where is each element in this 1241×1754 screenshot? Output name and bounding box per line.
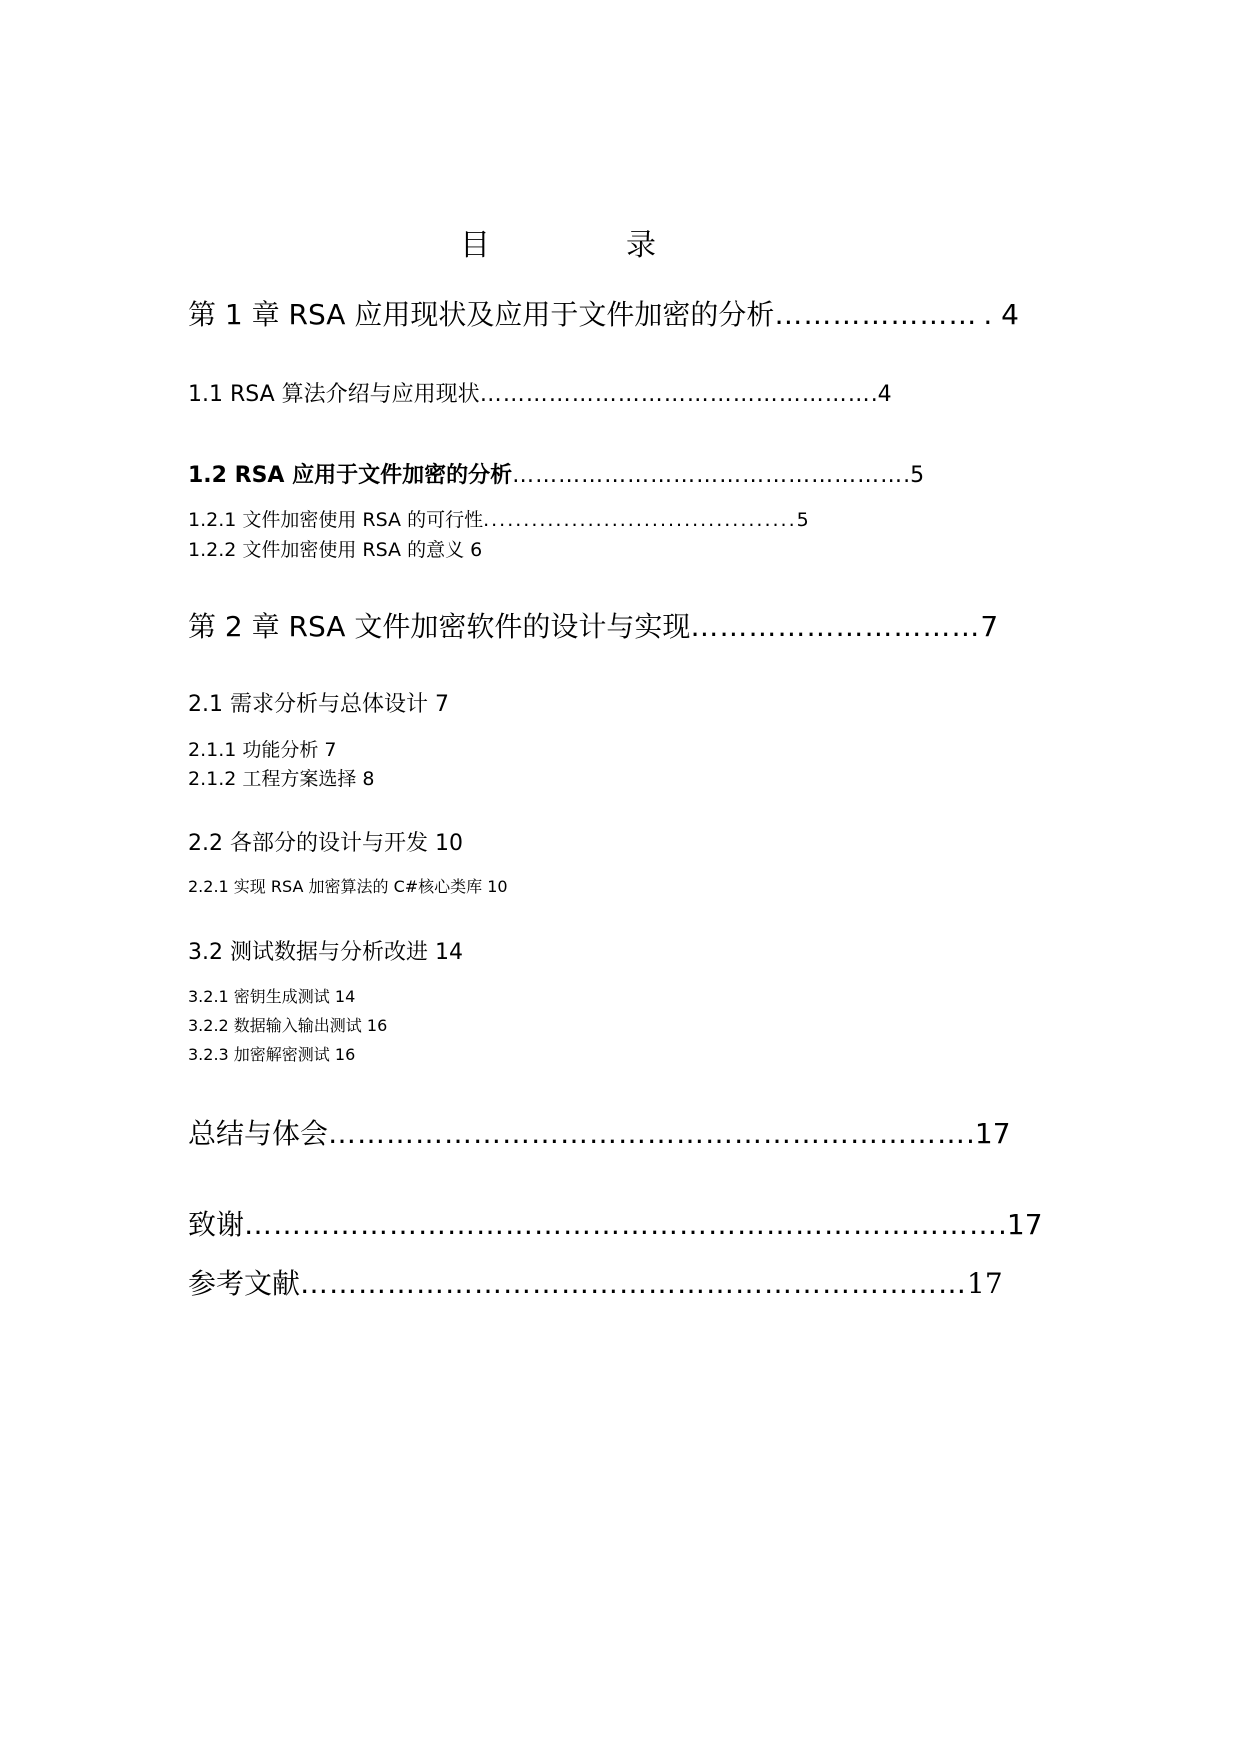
- toc-page-number: 17: [967, 1267, 1003, 1300]
- toc-leader-dots: …………………………: [690, 610, 981, 643]
- toc-entry-section-1-2[interactable]: [188, 461, 948, 491]
- toc-page-number: . 4: [983, 298, 1019, 331]
- toc-leader-dots: ……………………………………………: [512, 463, 904, 488]
- toc-page-number: .17: [998, 1208, 1043, 1241]
- toc-entry-label: 第 1 章 RSA 应用现状及应用于文件加密的分析: [188, 298, 775, 331]
- toc-page-number: 5: [796, 509, 809, 531]
- toc-entry-chapter-2[interactable]: [188, 609, 999, 645]
- toc-title-left: 目: [460, 228, 490, 263]
- toc-leader-dots: .......................................: [483, 509, 797, 531]
- toc-entry-label: 参考文献: [188, 1267, 301, 1300]
- toc-entry-subsection-1-2-2[interactable]: 1.2.2 文件加密使用 RSA 的意义 6: [188, 539, 483, 561]
- toc-leader-dots: …………………………………………………………: [328, 1117, 967, 1150]
- toc-entry-label: 1.1 RSA 算法介绍与应用现状: [188, 382, 480, 407]
- toc-entry-subsection-1-2-1[interactable]: [188, 507, 948, 533]
- toc-entry-acknowledgements[interactable]: [188, 1207, 1043, 1243]
- toc-page-number: 7: [980, 610, 999, 643]
- toc-leader-dots: …………………: [774, 298, 978, 331]
- toc-entry-summary[interactable]: [188, 1116, 1011, 1152]
- toc-leader-dots: ……………………………………………………………: [300, 1267, 968, 1300]
- toc-entry-label: 第 2 章 RSA 文件加密软件的设计与实现: [188, 610, 691, 643]
- toc-entry-label: 致谢: [188, 1208, 245, 1241]
- toc-entry-subsection-2-1-2[interactable]: 2.1.2 工程方案选择 8: [188, 768, 375, 790]
- toc-entry-section-3-2[interactable]: 3.2 测试数据与分析改进 14: [188, 940, 463, 965]
- toc-entry-label: 1.2 RSA 应用于文件加密的分析: [188, 463, 513, 488]
- toc-entry-chapter-1[interactable]: [188, 297, 1019, 333]
- toc-page-number: .17: [966, 1117, 1011, 1150]
- toc-leader-dots: ……………………………………………………………………: [244, 1208, 999, 1241]
- toc-page-number: .5: [903, 463, 925, 488]
- toc-entry-subsection-2-2-1[interactable]: 2.2.1 实现 RSA 加密算法的 C#核心类库 10: [188, 877, 508, 896]
- toc-entry-label: 总结与体会: [188, 1117, 329, 1150]
- toc-page-number: .4: [870, 382, 892, 407]
- toc-entry-section-1-1[interactable]: [188, 380, 948, 410]
- toc-entry-references[interactable]: [188, 1266, 1003, 1302]
- toc-entry-subsection-3-2-3[interactable]: 3.2.3 加密解密测试 16: [188, 1045, 356, 1064]
- toc-entry-section-2-2[interactable]: 2.2 各部分的设计与开发 10: [188, 831, 463, 856]
- toc-entry-subsection-2-1-1[interactable]: 2.1.1 功能分析 7: [188, 739, 337, 761]
- toc-entry-section-2-1[interactable]: 2.1 需求分析与总体设计 7: [188, 692, 449, 717]
- toc-title-right: 录: [626, 228, 656, 263]
- toc-entry-subsection-3-2-2[interactable]: 3.2.2 数据输入输出测试 16: [188, 1016, 388, 1035]
- toc-entry-label: 1.2.1 文件加密使用 RSA 的可行性: [188, 509, 484, 531]
- toc-leader-dots: ……………………………………………: [479, 382, 871, 407]
- toc-entry-subsection-3-2-1[interactable]: 3.2.1 密钥生成测试 14: [188, 987, 356, 1006]
